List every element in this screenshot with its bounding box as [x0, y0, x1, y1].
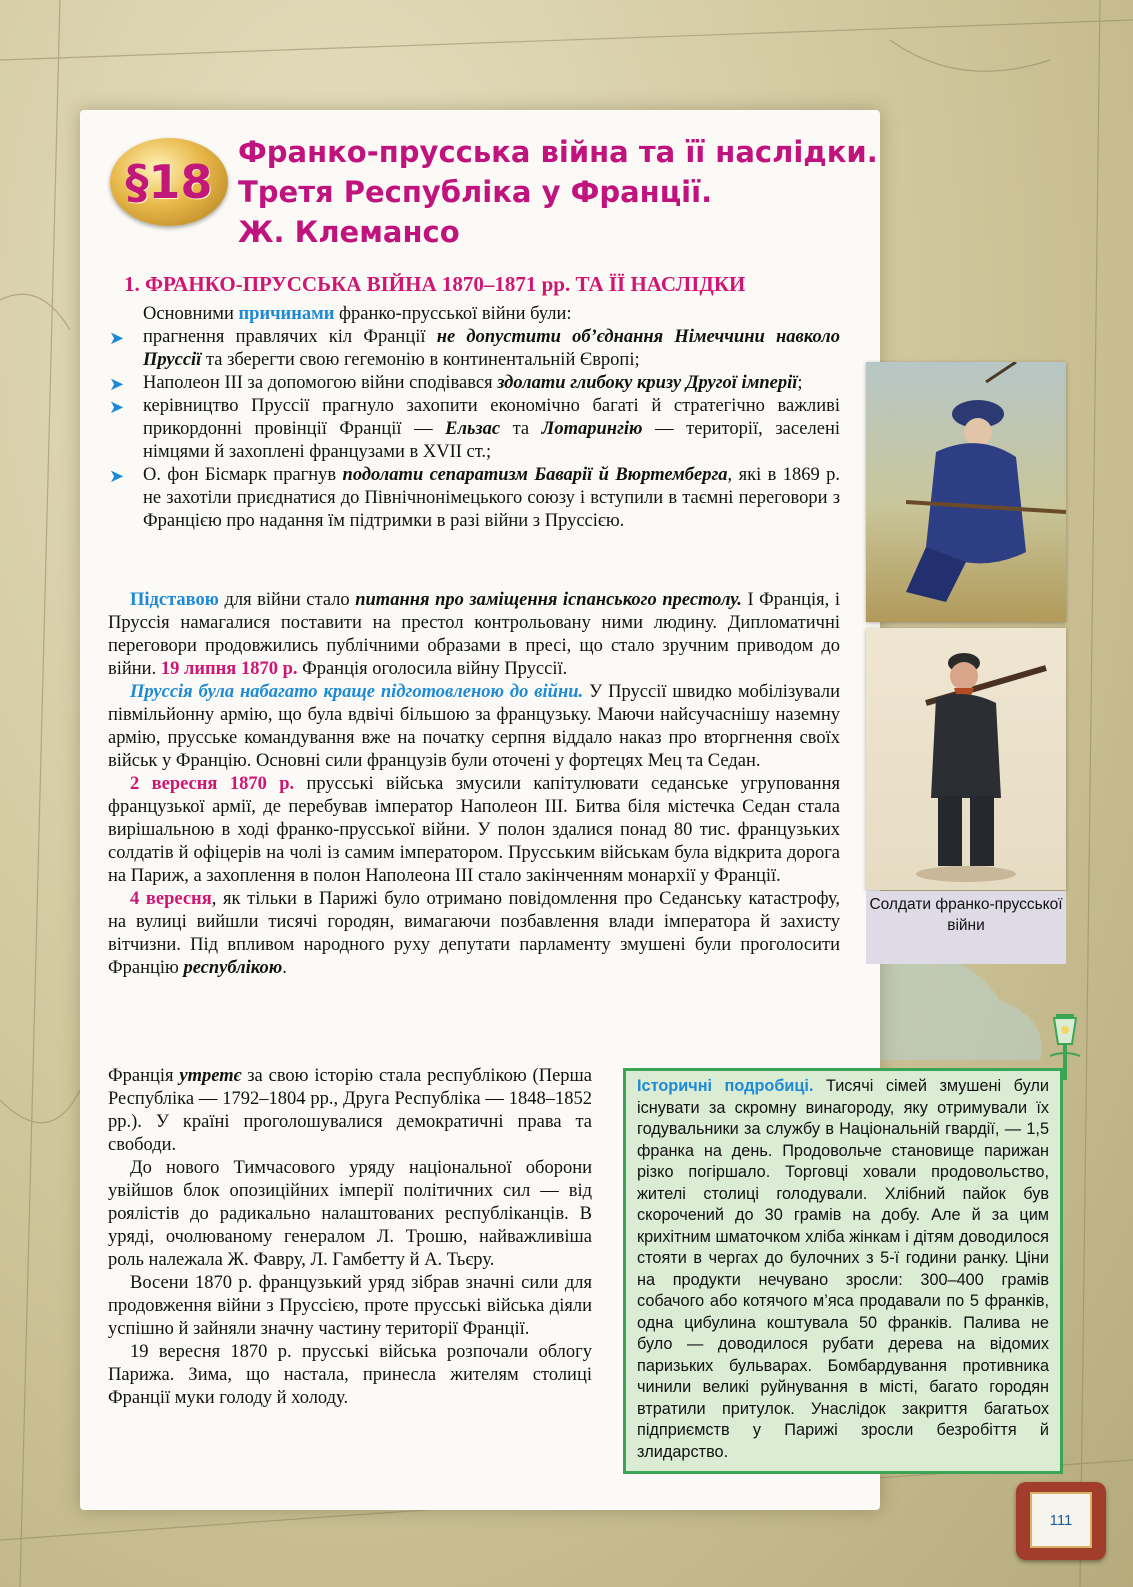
list-item: ➤ керівництво Пруссії прагнуло захопити економічно багаті й стратегічно важливі прикордонні провінції Франції — Ельзас та Лотарингію — території, заселені німцями й захоплені французами в XVII ст.;: [109, 396, 840, 462]
title-line: Третя Республіка у Франції.: [238, 175, 713, 209]
soldier-painting-1: [866, 362, 1066, 622]
list-item: ➤ Наполеон ІІІ за допомогою війни сподівався здолати глибоку кризу Другої імперії;: [109, 373, 803, 395]
keyword: причинами: [238, 304, 335, 324]
republic-continued: Франція утретє за свою історію стала республікою (Перша Республіка — 1792–1804 рр., Друга Республіка — 1848–1852 рр.). У країні проголошувалися демократичні права та свободи.: [108, 1066, 592, 1155]
intro-paragraph: Основними причинами франко-прусської війни були:: [143, 304, 572, 324]
page-title: [238, 132, 878, 252]
siege-paragraph: 19 вересня 1870 р. прусські війська розпочали облогу Парижа. Зима, що настала, принесла жителям столиці Франції муки голоду й холоду.: [108, 1342, 592, 1408]
republic-paragraph: 4 вересня, як тільки в Парижі було отримано повідомлення про Седанську катастрофу, на вулиці вийшли тисячі городян, вимагаючи позбавлення влади імператора й захисту вітчизни. Під впливом народного руху депутати парламенту змушені були проголосити Францію республікою.: [108, 889, 840, 978]
main-text-column: [108, 589, 840, 980]
arrow-bullet-icon: ➤: [109, 466, 125, 487]
government-paragraph: До нового Тимчасового уряду національної оборони увійшов блок опозиційних імперії політичних сил — від роялістів до радикально налаштованих республіканців. В уряді, очолюваному генералом Л. Трошю, найважливіша роль належала Ж. Фавру, Л. Гамбетту й А. Тьєру.: [108, 1158, 592, 1270]
box-text: Тисячі сімей змушені були існувати за скромну винагороду, яку отримували їх годувальники за службу в Національній гвардії, — 1,5 франка на день. Продовольче становище парижан різко погіршало. Торговці ховали продовольство, жителі столиці голодували. Хлібний пайок був скорочений до 30 грамів на добу. Але й за цим крихітним шматочком хліба жінкам і дітям доводилося стояти в чергах до булочних з 5-ї години ранку. Ціни на продукти нечувано зросли: 300–400 грамів собачого або котячого м’яса продавали по 5 франків, одна цибулина коштувала 50 франків. Палива не було — доводилося рубати дерева на відомих паризьких бульварах. Бомбардування противника чинили великі руйнування в місті, багато городян втратили притулок. Унаслідок закриття багатьох підприємств у Парижі зросли безробіття й злидарство.: [637, 1077, 1049, 1461]
title-line: Франко-прусська війна та її наслідки.: [238, 135, 878, 169]
sedan-paragraph: 2 вересня 1870 р. прусські війська змусили капітулювати седанське угруповання французької армії, де перебував імператор Наполеон ІІІ. Битва біля містечка Седан стала вирішальною в ході франко-прусської війни. У полон здалися понад 80 тис. французьких солдатів й офіцерів на чолі із самим імператором. Прусським військам була відкрита дорога на Париж, а захоплення в полон Наполеона ІІІ стало закінченням монархії у Франції.: [108, 774, 840, 886]
autumn-paragraph: Восени 1870 р. французький уряд зібрав значні сили для продовження війни з Пруссією, проте прусські війська діяли успішно й зайняли значну частину території Франції.: [108, 1273, 592, 1339]
lower-text-column: [108, 1065, 592, 1410]
intro-and-bullets: [109, 303, 840, 533]
page-number: 111: [1030, 1492, 1092, 1548]
box-label: Історичні подробиці.: [637, 1077, 814, 1095]
soldier-painting-2: [866, 628, 1066, 890]
arrow-bullet-icon: ➤: [109, 328, 125, 349]
arrow-bullet-icon: ➤: [109, 397, 125, 418]
section-heading: 1. ФРАНКО-ПРУССЬКА ВІЙНА 1870–1871 рр. ТА ЇЇ НАСЛІДКИ: [124, 272, 746, 296]
prussia-paragraph: Пруссія була набагато краще підготовленою до війни. У Пруссії швидко мобілізували півмільйонну армію, що була вдвічі більшою за французьку. Маючи найсучаснішу наземну армію, прусське командування вже на початку серпня віддало наказ про вторгнення своїх військ у Францію. Основні сили французів були оточені у фортецях Мец та Седан.: [108, 682, 840, 771]
list-item: ➤ О. фон Бісмарк прагнув подолати сепаратизм Баварії й Вюртемберга, які в 1869 р. не захотіли приєднатися до Північнонімецького союзу і вступили в таємні переговори з Францією про надання їм підтримки в разі війни з Пруссією.: [109, 465, 840, 531]
photo-caption: Солдати франко-прусської війни: [866, 891, 1066, 964]
arrow-bullet-icon: ➤: [109, 374, 125, 395]
title-line: Ж. Клемансо: [238, 215, 460, 249]
list-item: ➤ прагнення правлячих кіл Франції не допустити об’єднання Німеччини навколо Пруссії та зберегти свою гегемонію в континентальній Європі;: [109, 327, 840, 370]
paragraph-badge: §18: [110, 138, 228, 226]
pretext-paragraph: Підставою для війни стало питання про заміщення іспанського престолу. І Франція, і Пруссія намагалися поставити на престол контрольовану ними людину. Дипломатичні переговори продовжились публічними образами в пресі, що стало зручним приводом до війни. 19 липня 1870 р. Франція оголосила війну Пруссії.: [108, 590, 840, 679]
historical-details-box: [623, 1068, 1063, 1474]
